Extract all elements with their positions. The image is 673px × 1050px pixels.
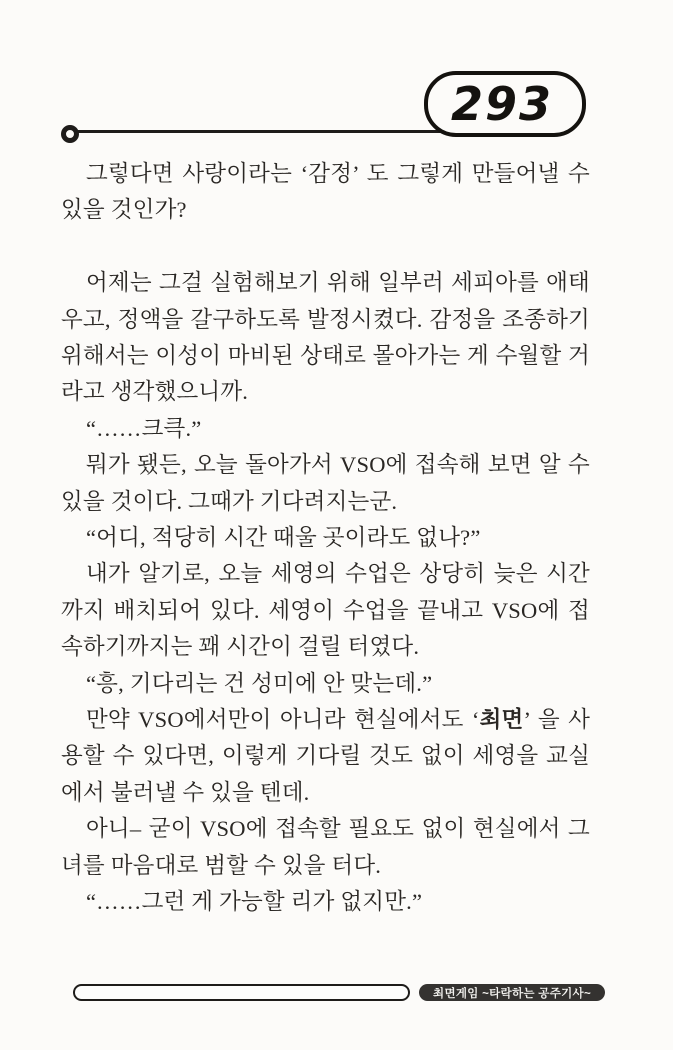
emphasized-term: 최면 — [479, 707, 524, 733]
paragraph-text: “……크큭.” — [86, 415, 202, 441]
paragraph-text: 뭐가 됐든, 오늘 돌아가서 VSO에 접속해 보면 알 수 있을 것이다. 그때가 기다려지는군. — [61, 452, 590, 514]
paragraph-dialogue — [61, 884, 590, 920]
paragraph-text: 만약 VSO에서만이 아니라 현실에서도 ‘ — [86, 707, 480, 733]
paragraph — [61, 447, 590, 520]
paragraph — [61, 811, 590, 884]
series-title: 최면게임 ~타락하는 공주기사~ — [433, 987, 591, 1000]
paragraph-text: 아니– 굳이 VSO에 접속할 필요도 없이 현실에서 그녀를 마음대로 범할 수 있을 터다. — [61, 816, 590, 878]
paragraph — [61, 556, 590, 665]
header-line-ring-icon — [61, 125, 79, 143]
page-number: 293 — [450, 77, 554, 131]
series-title-badge — [419, 984, 605, 1001]
paragraph-dialogue — [61, 666, 590, 702]
paragraph-text: 내가 알기로, 오늘 세영의 수업은 상당히 늦은 시간까지 배치되어 있다. 세영이 수업을 끝내고 VSO에 접속하기까지는 꽤 시간이 걸릴 터였다. — [61, 561, 590, 660]
header-rule-line — [76, 130, 448, 133]
paragraph-dialogue — [61, 411, 590, 447]
page-body-text — [61, 156, 590, 921]
paragraph-text: 어제는 그걸 실험해보기 위해 일부러 세피아를 애태우고, 정액을 갈구하도록 발정시켰다. 감정을 조종하기 위해서는 이성이 마비된 상태로 몰아가는 게 수월할 거라고 생각했으니까. — [61, 270, 590, 405]
paragraph — [61, 702, 590, 811]
paragraph-dialogue — [61, 520, 590, 556]
page-number-badge — [424, 71, 586, 137]
paragraph-intro — [61, 156, 590, 229]
paragraph-text: “……그런 게 가능할 리가 없지만.” — [86, 889, 423, 915]
paragraph — [61, 265, 590, 411]
footer-rule-box — [73, 984, 410, 1001]
paragraph-text: “흥, 기다리는 건 성미에 안 맞는데.” — [86, 670, 433, 696]
paragraph-text: “어디, 적당히 시간 때울 곳이라도 없나?” — [86, 525, 481, 551]
paragraph-text: ’ 을 사용할 수 있다면, 이렇게 기다릴 것도 없이 세영을 교실에서 불러낼 수 있을 텐데. — [61, 707, 591, 805]
paragraph-text: 그렇다면 사랑이라는 ‘감정’ 도 그렇게 만들어낼 수 있을 것인가? — [61, 161, 590, 223]
